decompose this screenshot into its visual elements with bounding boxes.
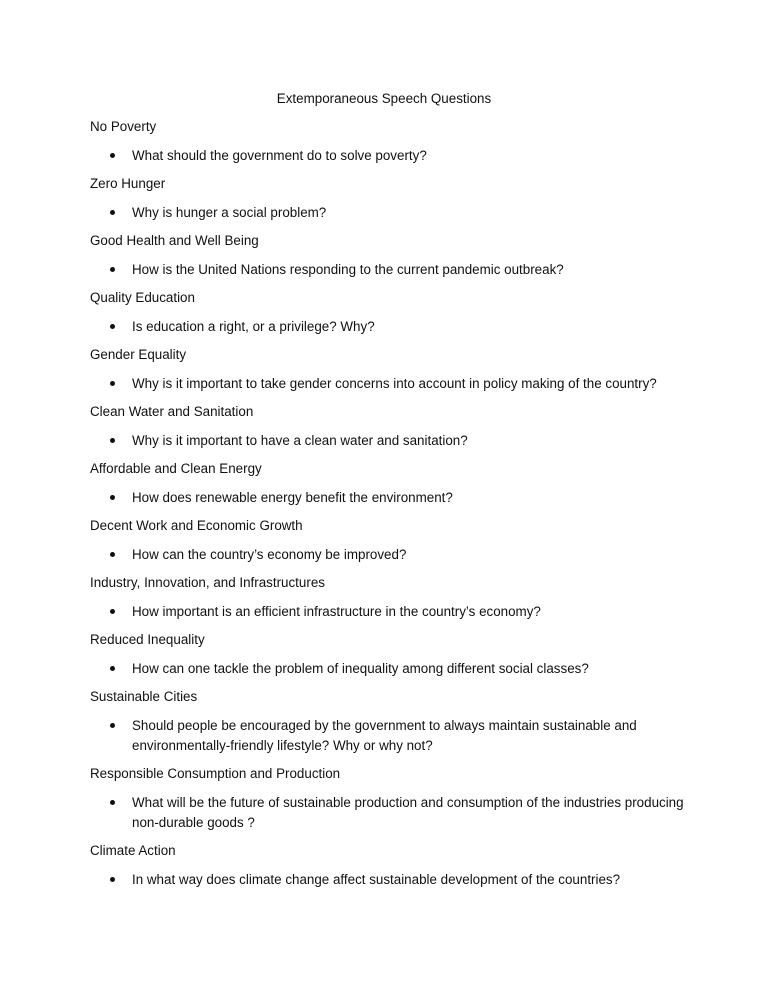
question-text: Should people be encouraged by the government to always maintain sustainable and environmentally-friendly lifestyle? Why or why not? [132, 718, 637, 753]
list-item [90, 260, 692, 280]
question-list [90, 431, 690, 451]
document-page [90, 89, 690, 898]
section-heading: Decent Work and Economic Growth [90, 518, 303, 533]
list-item [90, 659, 692, 679]
question-text: How does renewable energy benefit the environment? [132, 490, 453, 505]
question-list [90, 545, 690, 565]
question-list [90, 146, 690, 166]
list-item [90, 488, 692, 508]
question-list [90, 870, 690, 890]
question-text: What will be the future of sustainable production and consumption of the industries producing non-durable goods ? [132, 795, 684, 830]
list-item [90, 203, 692, 223]
section-heading: Quality Education [90, 290, 195, 305]
question-text: Is education a right, or a privilege? Why? [132, 319, 375, 334]
question-text: Why is it important to have a clean water and sanitation? [132, 433, 468, 448]
bullet-icon [110, 381, 115, 386]
question-text: How can the country’s economy be improved? [132, 547, 407, 562]
section-heading: Climate Action [90, 843, 176, 858]
section-heading: Good Health and Well Being [90, 233, 259, 248]
list-item [90, 146, 692, 166]
bullet-icon [110, 153, 115, 158]
document-title: Extemporaneous Speech Questions [276, 91, 492, 106]
bullet-icon [110, 495, 115, 500]
question-list [90, 203, 690, 223]
list-item [90, 793, 692, 833]
list-item [90, 431, 692, 451]
question-list [90, 602, 690, 622]
question-list [90, 716, 690, 756]
list-item [90, 870, 692, 890]
list-item [90, 716, 692, 756]
question-text: How important is an efficient infrastructure in the country’s economy? [132, 604, 541, 619]
bullet-icon [110, 666, 115, 671]
bullet-icon [110, 609, 115, 614]
question-list [90, 793, 690, 833]
question-text: What should the government do to solve poverty? [132, 148, 427, 163]
bullet-icon [110, 267, 115, 272]
list-item [90, 317, 692, 337]
question-list [90, 374, 690, 394]
list-item [90, 374, 692, 394]
section-heading: Affordable and Clean Energy [90, 461, 262, 476]
sections-list [90, 117, 690, 890]
bullet-icon [110, 438, 115, 443]
list-item [90, 545, 692, 565]
list-item [90, 602, 692, 622]
bullet-icon [110, 324, 115, 329]
question-list [90, 488, 690, 508]
section-heading: Reduced Inequality [90, 632, 205, 647]
section-heading: Clean Water and Sanitation [90, 404, 254, 419]
question-text: In what way does climate change affect sustainable development of the countries? [132, 872, 621, 887]
bullet-icon [110, 723, 115, 728]
question-list [90, 317, 690, 337]
question-text: How can one tackle the problem of inequality among different social classes? [132, 661, 589, 676]
section-heading: Industry, Innovation, and Infrastructures [90, 575, 325, 590]
section-heading: Sustainable Cities [90, 689, 198, 704]
question-text: Why is hunger a social problem? [132, 205, 327, 220]
section-heading: No Poverty [90, 119, 157, 134]
question-list [90, 260, 690, 280]
question-text: How is the United Nations responding to the current pandemic outbreak? [132, 262, 564, 277]
bullet-icon [110, 552, 115, 557]
section-heading: Zero Hunger [90, 176, 166, 191]
question-text: Why is it important to take gender concerns into account in policy making of the country? [132, 376, 657, 391]
bullet-icon [110, 800, 115, 805]
section-heading: Gender Equality [90, 347, 187, 362]
bullet-icon [110, 210, 115, 215]
question-list [90, 659, 690, 679]
bullet-icon [110, 877, 115, 882]
section-heading: Responsible Consumption and Production [90, 766, 341, 781]
